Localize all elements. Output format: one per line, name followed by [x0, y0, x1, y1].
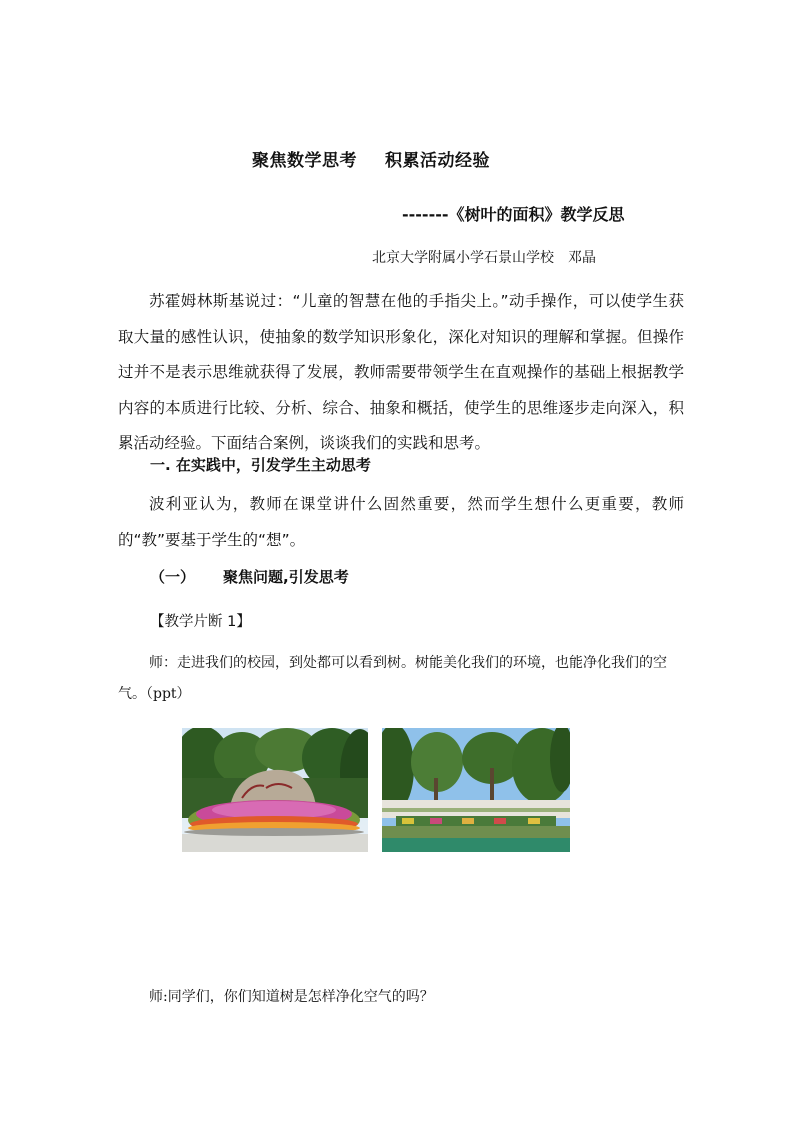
- campus-playground-photo: [382, 728, 570, 852]
- document-title: [252, 146, 490, 171]
- campus-flowerbed-photo: [182, 728, 368, 852]
- subsection-number: （一）: [150, 568, 196, 586]
- subsection-heading: [150, 566, 349, 587]
- title-part-1: 聚焦数学思考: [252, 151, 357, 171]
- title-part-2: 积累活动经验: [385, 151, 490, 171]
- teaching-fragment-label: 【教学片断 1】: [150, 614, 251, 630]
- teacher-dialog-2: 师:同学们，你们知道树是怎样净化空气的吗？: [149, 989, 434, 1005]
- intro-paragraph: 苏霍姆林斯基说过：“儿童的智慧在他的手指尖上。”动手操作，可以使学生获取大量的感性认识，使抽象的数学知识形象化，深化对知识的理解和掌握。但操作过并不是表示思维就获得了发展，教师需要带领学生在直观操作的基础上根据教学内容的本质进行比较、分析、综合、抽象和概括，使学生的思维逐步走向深入，积累活动经验。下面结合案例，谈谈我们的实践和思考。: [118, 292, 684, 452]
- author-line: 北京大学附属小学石景山学校 邓晶: [372, 250, 596, 266]
- section-heading-1: 一. 在实践中，引发学生主动思考: [150, 456, 371, 474]
- teacher-dialog-1: 师：走进我们的校园，到处都可以看到树。树能美化我们的环境，也能净化我们的空气。（ppt）: [118, 655, 667, 702]
- document-subtitle: -------《树叶的面积》教学反思: [402, 205, 625, 224]
- section-1-paragraph: 波利亚认为，教师在课堂讲什么固然重要，然而学生想什么更重要，教师的“教”要基于学生的“想”。: [118, 495, 684, 549]
- subsection-title: 聚焦问题,引发思考: [223, 568, 349, 586]
